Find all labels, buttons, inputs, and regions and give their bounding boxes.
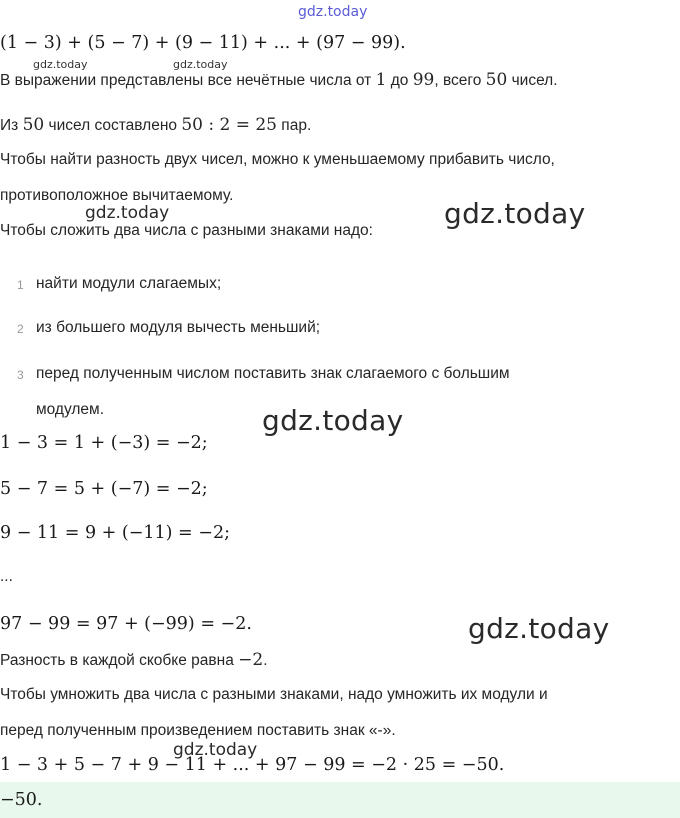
watermark-mid-left: gdz.today [85,203,170,223]
p5-text-b: . [263,652,268,669]
step-2-text: из большего модуля вычесть меньший; [36,319,321,336]
step-3-text-line1: перед полученным числом поставить знак слагаемого с большим [36,365,510,382]
p2-formula: 50 : 2 = 25 [181,115,277,135]
paragraph-pairs [0,115,311,135]
watermark-big-2: gdz.today [262,404,404,437]
final-equation: 1 − 3 + 5 − 7 + 9 − 11 + ... + 97 − 99 = −2 · 25 = −50. [0,755,505,775]
p1-number-1: 1 [375,70,387,90]
equations-ellipsis: ... [0,568,13,585]
p1-text-b: до [386,72,413,89]
paragraph-difference-rule-line1: Чтобы найти разность двух чисел, можно к уменьшаемому прибавить число, [0,151,555,168]
p2-text-a: Из [0,117,23,134]
paragraph-odd-numbers [0,70,558,90]
watermark-big-3: gdz.today [468,612,610,645]
p5-value: −2 [238,650,264,670]
watermark-top: gdz.today [298,4,368,20]
equation-4: 97 − 99 = 97 + (−99) = −2. [0,614,252,634]
paragraph-bracket-difference [0,650,268,670]
expression: (1 − 3) + (5 − 7) + (9 − 11) + ... + (97 − 99). [0,33,406,53]
watermark-small-left: gdz.today [33,58,88,71]
paragraph-multiply-rule-line1: Чтобы умножить два числа с разными знаками, надо умножить их модули и [0,686,548,703]
equation-3: 9 − 11 = 9 + (−11) = −2; [0,523,230,543]
paragraph-difference-rule-line2: противоположное вычитаемому. [0,187,234,204]
equation-2: 5 − 7 = 5 + (−7) = −2; [0,479,208,499]
paragraph-addition-rule: Чтобы сложить два числа с разными знаками надо: [0,222,373,239]
step-1-number: 1 [17,278,24,292]
watermark-mid-bottom: gdz.today [173,740,258,760]
paragraph-multiply-rule-line2: перед полученным произведением поставить знак «-». [0,722,396,739]
watermark-big-1: gdz.today [444,197,586,230]
step-1-text: найти модули слагаемых; [36,275,222,292]
p1-number-99: 99 [412,70,435,90]
p2-text-c: пар. [277,117,312,134]
watermark-small-right: gdz.today [173,58,228,71]
step-3-text-line2: модулем. [36,401,105,418]
p1-text-c: , всего [434,72,486,89]
p5-text-a: Разность в каждой скобке равна [0,652,239,669]
answer-bar [0,782,680,818]
step-3-number: 3 [17,368,24,382]
answer-value: −50. [0,790,43,810]
p2-text-b: чисел составлено [44,117,182,134]
p1-text-d: чисел. [507,72,558,89]
p1-number-50: 50 [485,70,508,90]
p1-text-a: В выражении представлены все нечётные числа от [0,72,376,89]
step-2-number: 2 [17,322,24,336]
p2-number-50: 50 [22,115,45,135]
equation-1: 1 − 3 = 1 + (−3) = −2; [0,433,208,453]
